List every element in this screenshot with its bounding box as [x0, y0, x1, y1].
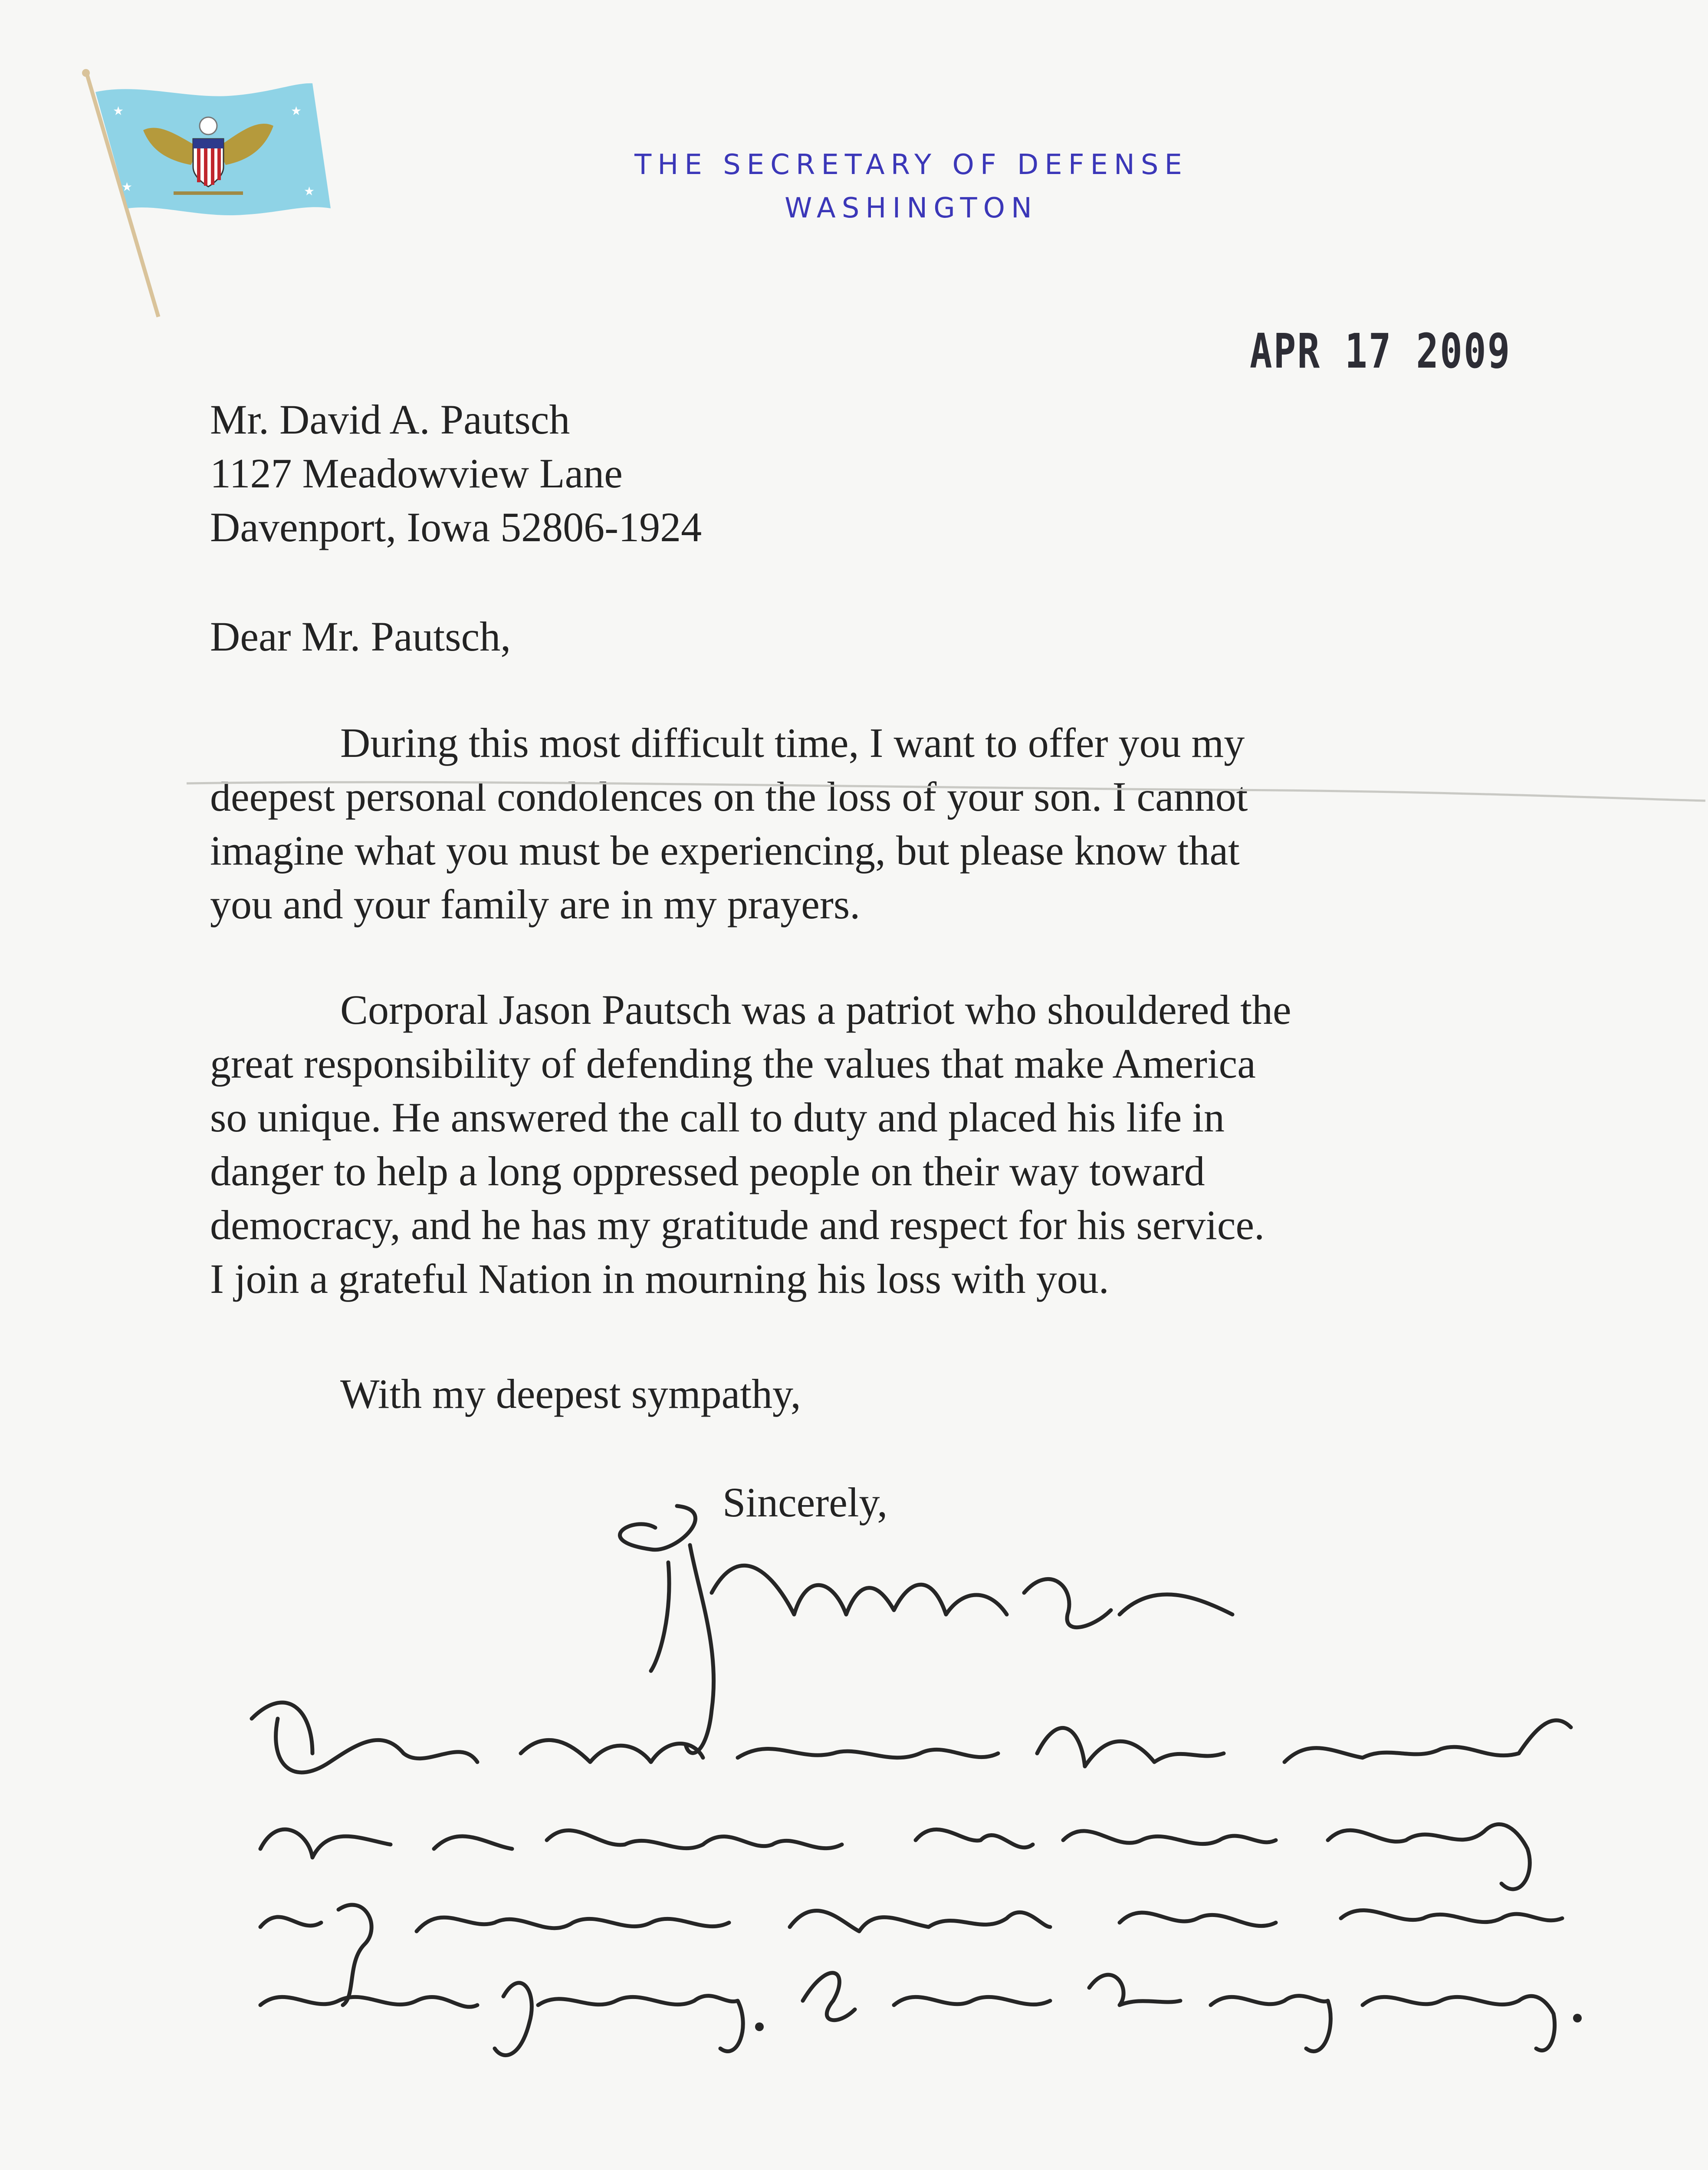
paragraph-line: danger to help a long oppressed people on their way toward — [210, 1148, 1205, 1194]
paragraph-line: you and your family are in my prayers. — [210, 881, 861, 927]
paragraph-line: so unique. He answered the call to duty and placed his life in — [210, 1094, 1225, 1141]
recipient-name: Mr. David A. Pautsch — [210, 396, 570, 443]
paragraph-line: I join a grateful Nation in mourning his loss with you. — [210, 1256, 1109, 1302]
paragraph-line: great responsibility of defending the values that make America — [210, 1040, 1256, 1087]
paragraph-condolences — [210, 716, 1248, 931]
sign-off: Sincerely, — [723, 1479, 888, 1526]
paragraph-line: democracy, and he has my gratitude and respect for his service. — [210, 1202, 1265, 1248]
handwritten-signature-and-note — [200, 1484, 1632, 2101]
paragraph-line: deepest personal condolences on the loss of your son. I cannot — [210, 773, 1248, 820]
svg-text:★: ★ — [291, 104, 302, 118]
closing-line: With my deepest sympathy, — [340, 1371, 801, 1417]
date-stamp: APR 17 2009 — [1250, 323, 1511, 379]
svg-text:★: ★ — [304, 184, 315, 198]
recipient-address — [210, 393, 702, 554]
letterhead — [564, 143, 1258, 230]
svg-text:★: ★ — [113, 104, 124, 118]
paragraph-line: During this most difficult time, I want to offer you my — [340, 720, 1245, 766]
recipient-street: 1127 Meadowview Lane — [210, 450, 623, 496]
letterhead-title: THE SECRETARY OF DEFENSE — [634, 149, 1188, 181]
svg-text:★: ★ — [122, 180, 133, 194]
paragraph-tribute — [210, 983, 1291, 1306]
paragraph-line: imagine what you must be experiencing, but please know that — [210, 827, 1240, 874]
recipient-city-state-zip: Davenport, Iowa 52806-1924 — [210, 504, 702, 550]
letterhead-city: WASHINGTON — [785, 192, 1038, 224]
secretary-flag-emblem — [69, 65, 347, 326]
paper-fold-crease — [187, 775, 1705, 809]
paragraph-line: Corporal Jason Pautsch was a patriot who shouldered the — [340, 986, 1291, 1033]
salutation: Dear Mr. Pautsch, — [210, 613, 511, 660]
